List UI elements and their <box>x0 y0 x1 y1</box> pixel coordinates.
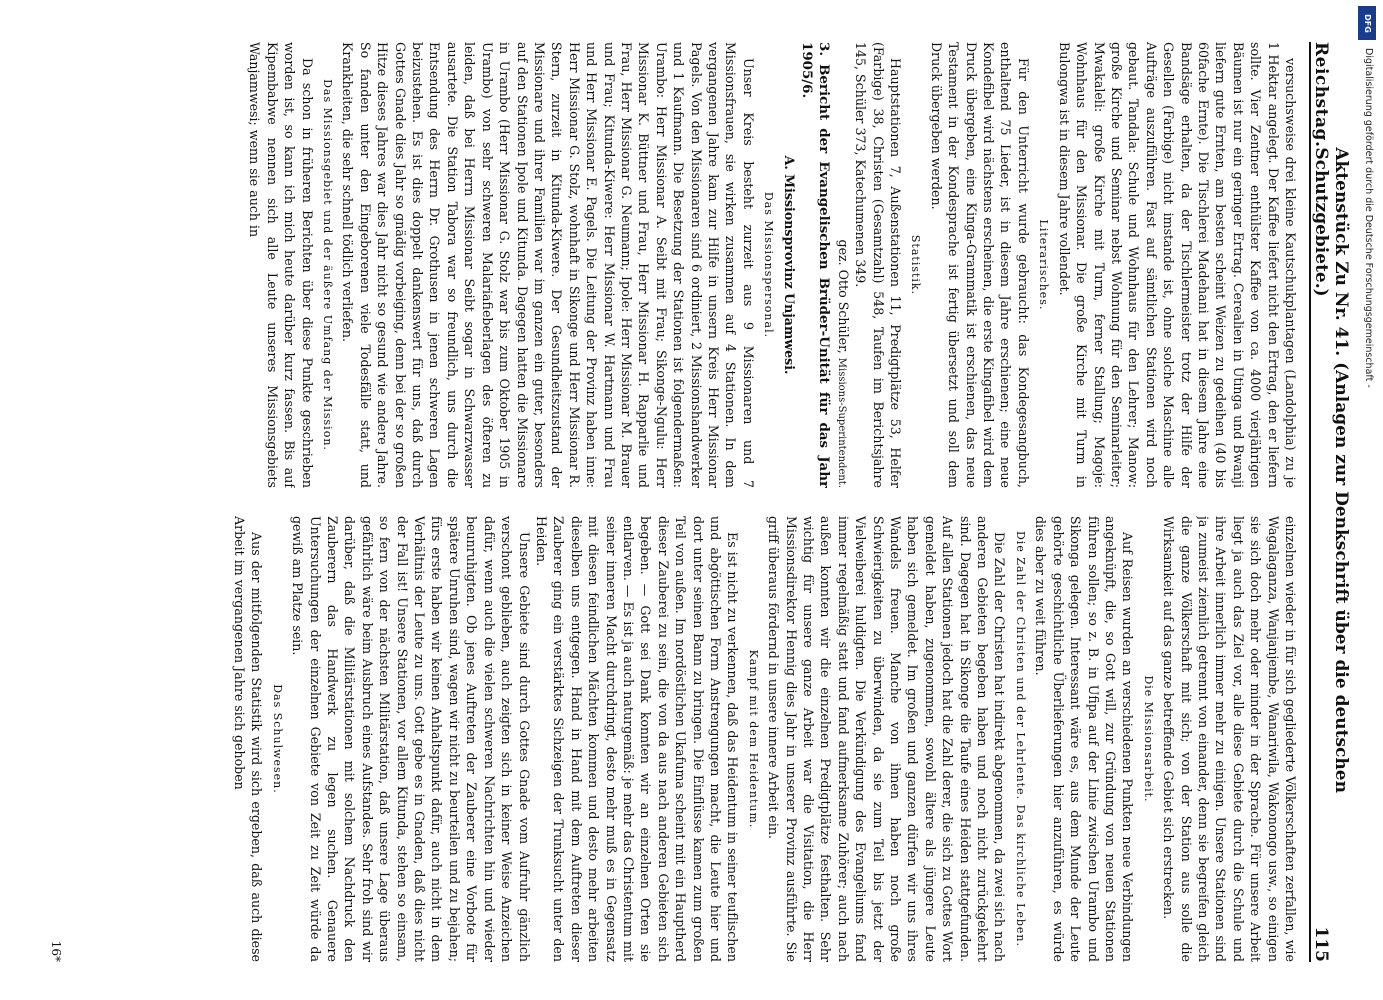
dfg-logo: DFG <box>1358 6 1376 40</box>
heading-missionsgebiet: Das Missionsgebiet und der äußere Umfang der Mission. <box>321 79 335 451</box>
heading-missionsarbeit: Die Missionsarbeit. <box>1141 675 1155 803</box>
paragraph-kirchliches-leben: Die Zahl der Christen hat indirekt abgenommen, da zwei sich nach anderen Gebieten begeben haben und noch nicht zurückgekehrt sind. Dagegen hat in Sikonge die Taufe eines Heiden stattgefunden. Auf allen Stationen jedoch hat die Zahl derer, die sich zu Gottes Wort gemeldet haben, zugenommen, sowohl ältere als jüngere Leute haben sich gemeldet. Im großen und ganzen dürfen wir uns ihres Wandels freuen. Manche von ihnen haben noch große Schwierigkeiten zu überwinden, da sie zum Teil bis jetzt der Vielweiberei huldigten. Die Verkündigung des Evangeliums fand immer regelmäßig statt und fand aufmerksame Zuhörer; auch nach außen konnten wir die einzelnen Predigtplätze festhalten. Sehr wichtig für unsere ganze Arbeit war die Visitation, die Herr Missionsdirektor Hennig dies Jahr in unserer Provinz ausführte. Sie griff überaus fördernd in unsere innere Arbeit ein. <box>766 516 1008 962</box>
heading-kirchliches-leben: Die Zahl der Christen und der Lehrlente. Das kirchliche Leben. <box>1013 530 1027 948</box>
right-column <box>69 516 1299 962</box>
header-left: Reichstag. <box>1311 42 1331 148</box>
signature: gez. Otto Schüler, Missions-Superintendent. <box>835 239 851 488</box>
signature-mark: 16* <box>49 940 63 962</box>
paragraph-literarisches: Für den Unterricht wurde gebraucht: das Kondegesangbuch, enthaltend 75 Lieder, ist in diesem Jahre erschienen; eine neue Kondefibel wird nächstens erscheinen, die erste Kingafibel wird dem Druck übergeben, eine Kinga-Grammatik ist erschienen, das neue Testament in der Kondesprache ist fertig übersetzt und soll dem Druck übergeben werden. <box>928 42 1031 488</box>
paragraph-statistik: Hauptstationen 7, Außenstationen 11, Predigtplätze 53, Helfer (Farbige) 38, Christen (Gesamtzahl) 548, Taufen im Berichtsjahre 145, Schüler 373, Katechumenen 349. <box>853 42 904 488</box>
heading-literarisches: Literarisches. <box>1037 219 1051 311</box>
left-column <box>69 42 1299 488</box>
paragraph-heidentum: Es ist nicht zu verkennen, daß das Heidentum in seiner teuflischen und abgöttischen Form Anstrengungen macht, die Leute hier und dort unter seinen Bann zu bringen. Die Einflüsse kamen zum großen Teil von außen. Im nordöstlichen Ukafuma scheint mit ein Hauptherd dieser Zauberei zu sein, die von da aus nach anderen Gebieten sich begeben. — Gott sei Dank konnten wir an einzelnen Orten sie entlarven. — Es ist ja auch naturgemäß: je mehr das Christentum mit seiner inneren Macht durchdringt, desto mehr muß es in Gegensatz mit diesen feindlichen Mächten kommen und desto mehr arbeiten dieselben uns entgegen. Hand in Hand mit dem Auftreten dieser Zauberer ging ein verstärktes Sichzeigen der Trunksucht unter den Heiden. <box>533 516 741 962</box>
heading-statistik: Statistik. <box>909 234 923 296</box>
paragraph-missionsarbeit: Auf Reisen wurden an verschiedenen Punkten neue Verbindungen angeknüpft, die, so Gott will, zur Gründung von neuen Stationen führen sollen; so z. B. in Ufipa auf der Linie zwischen Urambo und Sikonga gelegen. Interessant wäre es, aus dem Munde der Leute gehörte geschichtliche Überlieferungen hier anzuführen, es würde dies aber zu weit führen. <box>1033 516 1136 962</box>
heading-schulwesen: Das Schulwesen. <box>270 684 284 794</box>
heading-missionspersonal: Das Missionspersonal. <box>762 191 776 339</box>
section-title: 3. Bericht der Evangelischen Brüder-Unität für das Jahr 1905/6. <box>799 42 833 488</box>
paragraph-schulwesen: Aus der mitfolgenden Statistik wird sich ergeben, daß auch diese Arbeit im vergangenen Jahre sich gehoben <box>232 516 265 962</box>
page-number: 115 <box>1311 926 1331 962</box>
paragraph-intro: einzelnen wieder in für sich gegliederte Völkerschaften zerfallen, wie Wagalaganza, Wanjanjembe, Wanariwila, Wakonongo usw., so einigen sie sich doch mehr oder minder in der Sprache. Für unsere Arbeit liegt ja auch das Ziel vor, alle diese Gebiete durch die Schule und ihre Arbeit innerlich immer mehr zu einigen. Unsere Stationen sind ja zumeist ziemlich getrennt von einander, denn sie begreifen gleich die ganze Völkerschaft mit sich; von der Station aus solle die Wirksamkeit auf das ganze betreffende Gebiet sich erstrecken. <box>1161 516 1298 962</box>
heading-heidentum: Kampf mit dem Heidentum. <box>746 649 760 829</box>
subsection-title: A. Missionsprovinz Unjamwesi. <box>781 155 797 375</box>
page-header <box>1309 42 1355 962</box>
digitization-notice: Digitalisierung gefördert durch die Deutsche Forschungsgemeinschaft - <box>1363 48 1374 388</box>
paragraph-heidentum-2: Unsere Gebiete sind durch Gottes Gnade vom Aufruhr gänzlich verschont geblieben, auch zeigten sich in keiner Weise Anzeichen dafür, wenn auch die vielen schweren Nachrichten hin und wieder beunruhigten. Ob jenes Auftreten der Zauberer eine Vorbote für spätere Unruhen sind, wagen wir nicht zu beurteilen und zu bejahen; fürs erste haben wir keinen Anhaltspunkt dafür, auch nicht in dem Verhältnis der Leute zu uns. Gott gebe es in Gnaden, daß dies nicht der Fall ist! Unsere Stationen, vor allem Kitunda, stehen so einsam, so fern von der nächsten Militärstation, daß unsere Lage überaus gefährlich wäre beim Ausbruch eines Aufstandes. Sehr froh sind wir darüber, daß die Militärstationen mit solchem Nachdruck den Zauberern das Handwerk zu legen suchen. Genauere Untersuchungen der einzelnen Gebiete von Zeit zu Zeit würde da gewiß am Platze sein. <box>290 516 532 962</box>
paragraph-missionspersonal: Unser Kreis besteht zurzeit aus 9 Missionaren und 7 Missionsfrauen, sie wirken zusammen auf 4 Stationen. In dem vergangenen Jahre kam zur Hilfe in unsern Kreis Herr Missionar Pagels. Von den Missionaren sind 6 ordiniert, 2 Missionshandwerker und 1 Kaufmann. Die Besetzung der Stationen ist folgendermaßen: Urambo: Herr Missionar A. Seibt mit Frau; Sikonge-Ngulu: Herr Missionar K. Büttner und Frau, Herr Missionar H. Rapparlie und Frau, Herr Missionar G. Neumann; Ipole: Herr Missionar M. Brauer und Frau; Kitunda-Kiwere: Herr Missionar W. Hartmann und Frau und Herr Missionar E. Pagels. Die Leitung der Provinz haben inne: Herr Missionar G. Stolz, wohnhaft in Sikonge und Herr Missionar R. Stern, zurzeit in Kitunda-Kiwere. Der Gesundheitszustand der Missionare und ihrer Familien war im ganzen ein guter, besonders auf den Stationen Ipole und Kitunda. Dagegen hatten die Missionare in Urambo (Herr Missionar G. Stolz war bis zum Oktober 1905 in Urambo) von sehr schweren Malariafieberlagen des öfteren zu leiden, daß bei Herrn Missionar Seibt sogar in Schwarzwasser ausartete. Die Station Tabora war so freundlich, uns durch die Entsendung des Herrn Dr. Grothusen in jenen schweren Lagen beizustehen. Es ist dies doppelt dankenswert für uns, daß durch Gottes Gnade dies Jahr so gnädig vorbeiging, denn bei der so großen Hitze dieses Jahres war dies Jahr nicht so gesund wie andere Jahre. So fanden unter den Eingeborenen viele Todesfälle statt, und Krankheiten, die sehr schnell tödlich verliefen. <box>340 42 756 488</box>
header-title: Aktenstück Zu Nr. 41. (Anlagen zur Denkschrift über die deutschen Schutzgebiete.) <box>1311 147 1351 793</box>
paragraph-missionsgebiet: Da schon in früheren Berichten über diese Punkte geschrieben worden ist, so kann ich mich heute darüber kurz fassen. Bis auf Kipembabwe nennen sich alle Leute unseres Missionsgebiets Wanjamwesi; wenn sie auch in <box>247 42 315 488</box>
paragraph: versuchsweise drei kleine Kautschukplantagen (Landolphia) zu je 1 Hektar angelegt. Der Kaffee liefert nicht den Ertrag, den er liefern sollte. Vier Zentner enthülster Kaffee von ca. 4000 vierjährigen Bäumen ist nur ein geringer Ertrag. Cerealien in Utinga und Bwanji liefern gute Ernten, am besten scheint Weizen zu gedeihen (40 bis 60fache Ernte). Die Tischlerei Madehani hat in diesem Jahre eine Bandsäge erhalten, da der Tischlermeister trotz der Hilfe der Gesellen (Farbige) nicht imstande ist, ohne solche Maschine alle Aufträge auszuführen. Fast auf sämtlichen Stationen wird noch gebaut. Tandala: Schule und Wohnhaus für den Lehrer; Manow: große Kirche und Seminar nebst Wohnung für den Seminarleiter; Mwakaleli: große Kirche mit Turm, ferner Stallung; Magoje: Wohnhaus für den Missionar. Die große Kirche mit Turm in Bulongwa ist in diesem Jahre vollendet. <box>1056 42 1298 488</box>
